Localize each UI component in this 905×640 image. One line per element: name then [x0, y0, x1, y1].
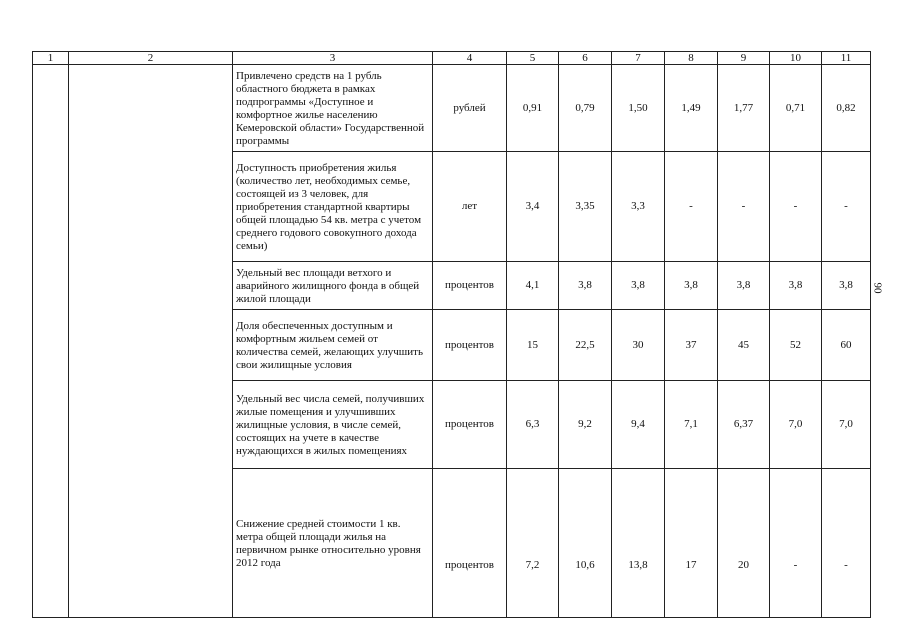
value-cell: 3,35 [559, 152, 612, 262]
col2-cell [69, 65, 233, 618]
value-cell: 1,49 [665, 65, 718, 152]
value-cell: 37 [665, 310, 718, 381]
value-cell: 4,1 [507, 262, 559, 310]
value-cell: 7,0 [822, 381, 871, 469]
value-cell: 10,6 [559, 469, 612, 618]
unit-cell: процентов [433, 262, 507, 310]
value-cell: 3,4 [507, 152, 559, 262]
value-cell: 9,2 [559, 381, 612, 469]
value-cell: 3,8 [822, 262, 871, 310]
value-cell: 7,2 [507, 469, 559, 618]
value-cell: 20 [718, 469, 770, 618]
value-cell: 9,4 [612, 381, 665, 469]
unit-cell: процентов [433, 381, 507, 469]
value-cell: 0,82 [822, 65, 871, 152]
value-cell: - [665, 152, 718, 262]
header-cell: 10 [770, 52, 822, 65]
value-cell: - [822, 152, 871, 262]
value-cell: 3,8 [718, 262, 770, 310]
table-row [33, 65, 871, 152]
value-cell: 1,50 [612, 65, 665, 152]
value-cell: 6,37 [718, 381, 770, 469]
indicator-label: Удельный вес площади ветхого и аварийного жилищного фонда в общей жилой площади [233, 262, 433, 310]
unit-cell: лет [433, 152, 507, 262]
indicator-label: Привлечено средств на 1 рубль областного бюджета в рамках подпрограммы «Доступное и комфортное жилье населению Кемеровской области» Государственной программы [233, 65, 433, 152]
page-number: 90 [871, 282, 884, 294]
col1-cell [33, 65, 69, 618]
header-cell: 4 [433, 52, 507, 65]
indicator-label: Доля обеспеченных доступным и комфортным жильем семей от количества семей, желающих улучшить свои жилищные условия [233, 310, 433, 381]
value-cell: 1,77 [718, 65, 770, 152]
value-cell: - [822, 469, 871, 618]
value-cell: 3,8 [770, 262, 822, 310]
value-cell: 0,71 [770, 65, 822, 152]
indicator-label: Доступность приобретения жилья (количество лет, необходимых семье, состоящей из 3 человек, для приобретения стандартной квартиры общей площадью 54 кв. метра с учетом среднего годового совокупного дохода семьи) [233, 152, 433, 262]
value-cell: 0,91 [507, 65, 559, 152]
indicator-label: Снижение средней стоимости 1 кв. метра общей площади жилья на первичном рынке относительно уровня 2012 года [233, 469, 433, 618]
value-cell: 3,8 [612, 262, 665, 310]
unit-cell: рублей [433, 65, 507, 152]
value-cell: 60 [822, 310, 871, 381]
value-cell: 7,1 [665, 381, 718, 469]
header-row [33, 52, 871, 65]
header-cell: 5 [507, 52, 559, 65]
value-cell: 7,0 [770, 381, 822, 469]
value-cell: 0,79 [559, 65, 612, 152]
value-cell: - [718, 152, 770, 262]
value-cell: 13,8 [612, 469, 665, 618]
value-cell: - [770, 152, 822, 262]
unit-cell: процентов [433, 469, 507, 618]
indicator-label: Удельный вес числа семей, получивших жилые помещения и улучшивших жилищные условия, в числе семей, состоящих на учете в качестве нуждающихся в жилых помещениях [233, 381, 433, 469]
header-cell: 9 [718, 52, 770, 65]
value-cell: 3,3 [612, 152, 665, 262]
value-cell: 45 [718, 310, 770, 381]
header-cell: 7 [612, 52, 665, 65]
value-cell: 22,5 [559, 310, 612, 381]
header-cell: 11 [822, 52, 871, 65]
header-cell: 8 [665, 52, 718, 65]
header-cell: 3 [233, 52, 433, 65]
value-cell: 3,8 [559, 262, 612, 310]
value-cell: 52 [770, 310, 822, 381]
value-cell: 3,8 [665, 262, 718, 310]
header-cell: 2 [69, 52, 233, 65]
value-cell: 17 [665, 469, 718, 618]
header-cell: 1 [33, 52, 69, 65]
value-cell: 15 [507, 310, 559, 381]
value-cell: - [770, 469, 822, 618]
value-cell: 6,3 [507, 381, 559, 469]
value-cell: 30 [612, 310, 665, 381]
unit-cell: процентов [433, 310, 507, 381]
header-cell: 6 [559, 52, 612, 65]
indicators-table [32, 51, 871, 618]
